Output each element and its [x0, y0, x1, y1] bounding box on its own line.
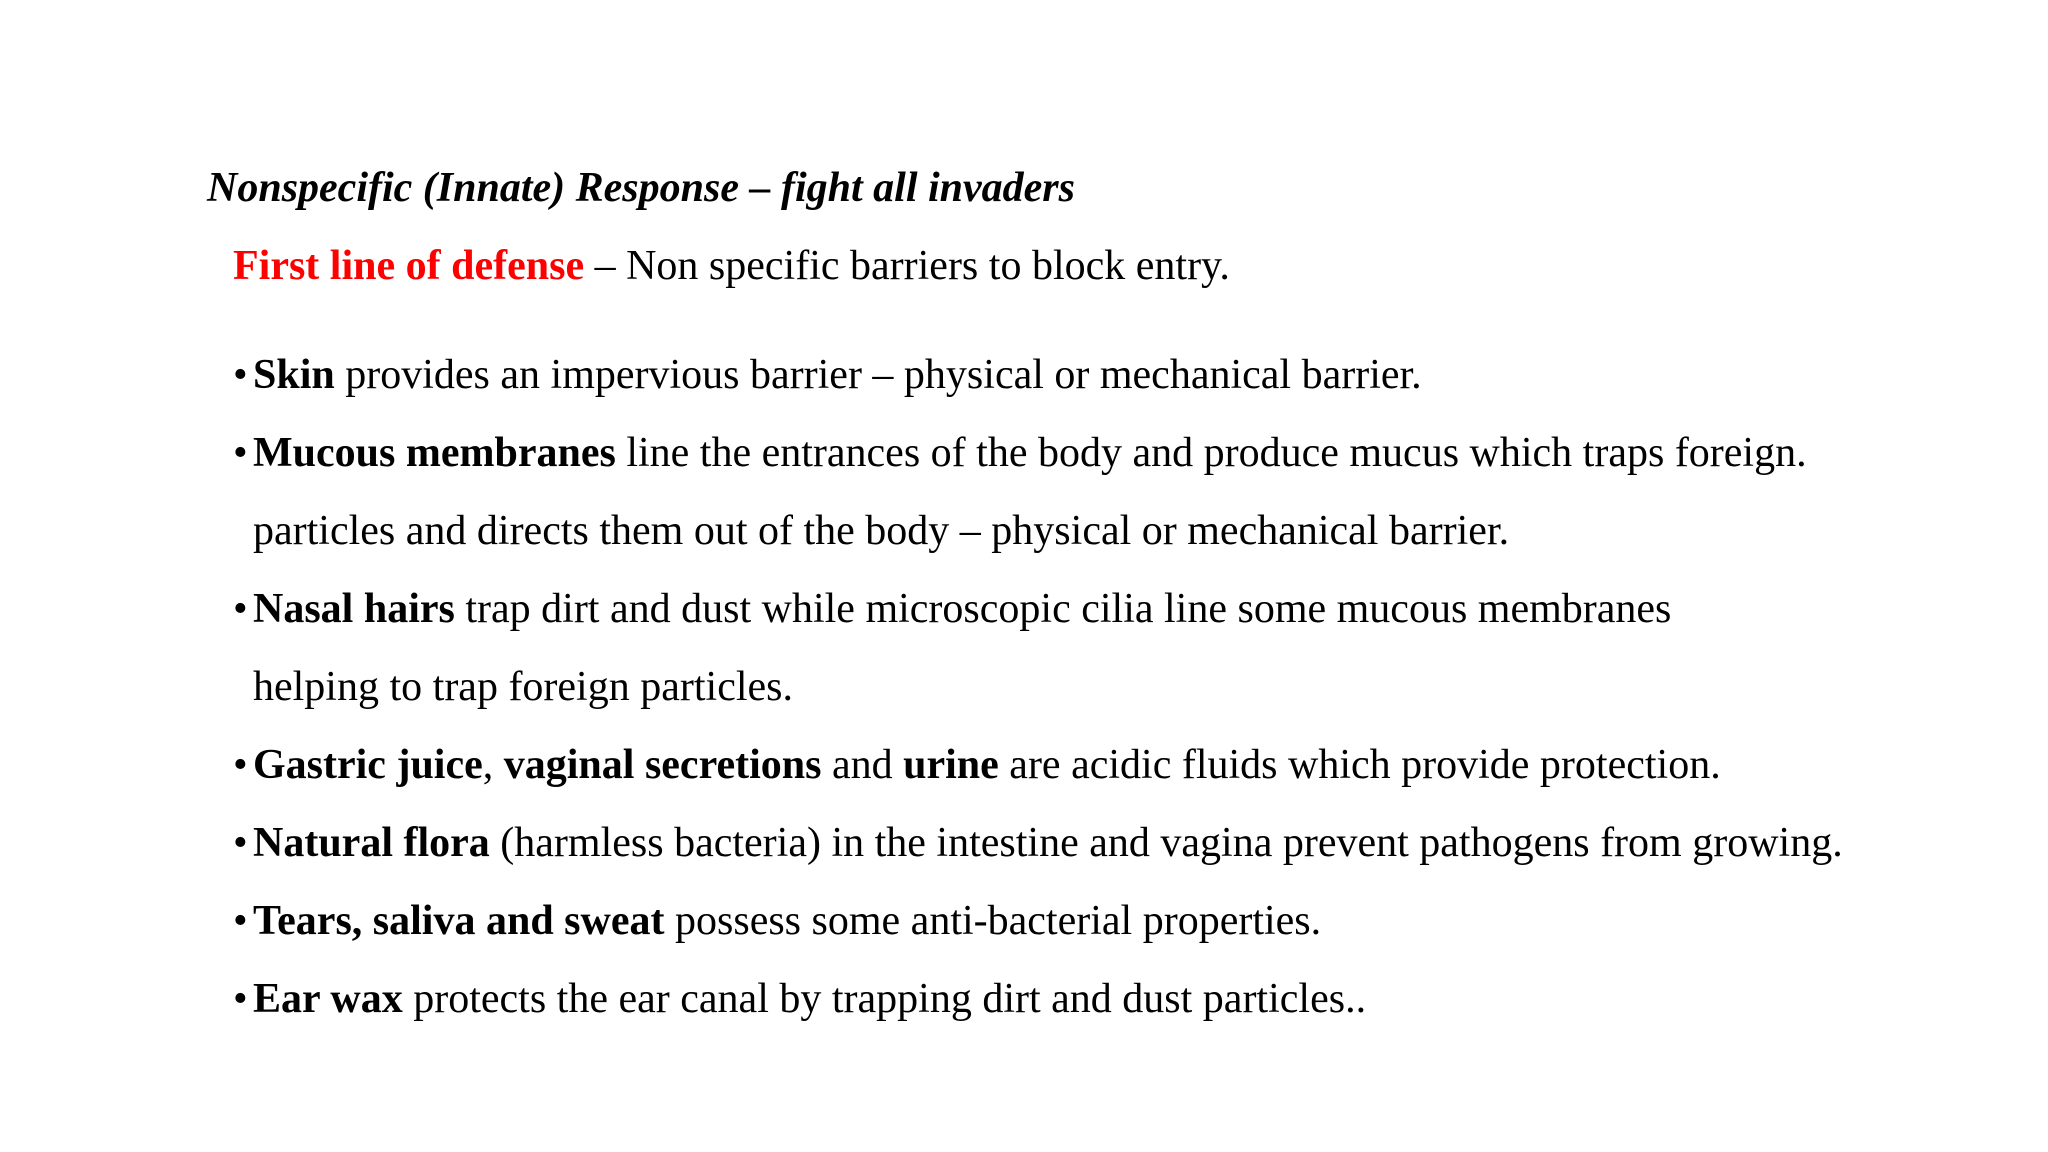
- bullet-bold-term: Gastric juice: [253, 742, 483, 788]
- first-line-of-defense-text: – Non specific barriers to block entry.: [584, 243, 1230, 289]
- bullet-item-tears-saliva-sweat: [233, 882, 2033, 960]
- bullet-bold-term: vaginal secretions: [503, 742, 822, 788]
- bullet-icon: •: [233, 898, 248, 944]
- bullet-bold-term: urine: [903, 742, 999, 788]
- bullet-text: possess some anti-bacterial properties.: [664, 898, 1322, 944]
- bullet-text: (harmless bacteria) in the intestine and vagina prevent pathogens from growing.: [489, 820, 1843, 866]
- bullet-icon: •: [233, 742, 248, 788]
- bullet-icon: •: [233, 976, 248, 1022]
- bullet-icon: •: [233, 430, 248, 476]
- first-line-of-defense-label: First line of defense: [233, 243, 585, 289]
- bullet-item-skin: [233, 336, 2033, 414]
- bullet-continuation: helping to trap foreign particles.: [253, 664, 793, 710]
- bullet-item-nasal-hairs: [233, 570, 2033, 648]
- bullet-item-mucous-membranes: [233, 414, 2033, 492]
- bullet-text: line the entrances of the body and produce mucus which traps foreign.: [615, 430, 1807, 476]
- bullet-icon: •: [233, 586, 248, 632]
- bullet-bold-term: Tears, saliva and sweat: [253, 898, 665, 944]
- bullet-text: trap dirt and dust while microscopic cilia line some mucous membranes: [454, 586, 1672, 632]
- bullet-item-natural-flora: [233, 804, 2033, 882]
- bullet-bold-term: Skin: [253, 352, 335, 398]
- bullet-separator: and: [821, 742, 904, 788]
- slide-heading: Nonspecific (Innate) Response – fight all invaders: [207, 165, 1075, 211]
- bullet-bold-term: Ear wax: [253, 976, 403, 1022]
- bullet-text: are acidic fluids which provide protection.: [998, 742, 1721, 788]
- bullet-item-ear-wax: [233, 960, 2033, 1038]
- bullet-icon: •: [233, 352, 248, 398]
- bullet-text: provides an impervious barrier – physical or mechanical barrier.: [334, 352, 1422, 398]
- bullet-continuation: particles and directs them out of the body – physical or mechanical barrier.: [253, 508, 1510, 554]
- bullet-icon: •: [233, 820, 248, 866]
- bullet-bold-term: Natural flora: [253, 820, 490, 866]
- bullet-item-gastric-juice: [233, 726, 2033, 804]
- bullet-list: [233, 336, 2033, 1038]
- bullet-bold-term: Nasal hairs: [253, 586, 455, 632]
- bullet-bold-term: Mucous membranes: [253, 430, 616, 476]
- first-line-of-defense-line: [233, 238, 1230, 294]
- bullet-text: protects the ear canal by trapping dirt and dust particles..: [402, 976, 1367, 1022]
- bullet-separator: ,: [482, 742, 504, 788]
